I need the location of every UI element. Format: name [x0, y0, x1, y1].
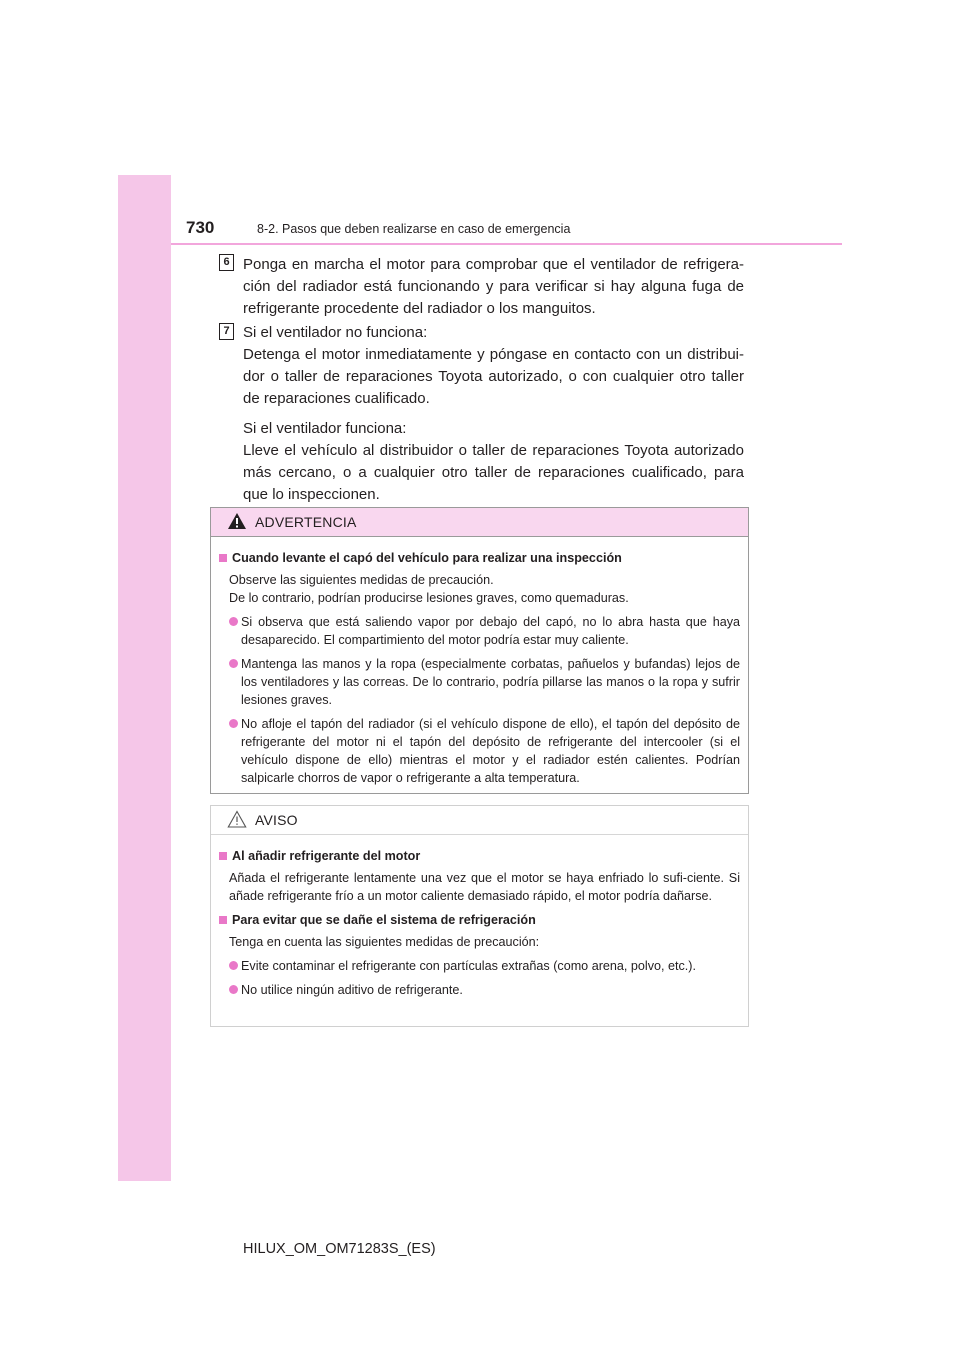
header-divider: [171, 243, 842, 245]
circle-bullet-icon: [229, 719, 238, 728]
notice-section-1-title: Al añadir refrigerante del motor: [219, 847, 740, 865]
step-6-text: [243, 254, 744, 320]
notice-bullet: Evite contaminar el refrigerante con partículas extrañas (como arena, polvo, etc.).: [229, 957, 740, 975]
step-7-condition-2: Si el ventilador funciona:: [243, 420, 407, 437]
step-7-action-2: Lleve el vehículo al distribuidor o taller de reparaciones Toyota autorizado más cercano, o a cualquier otro taller de reparaciones cualificado, para que lo inspeccionen.: [243, 442, 744, 503]
notice-body: [211, 835, 748, 999]
circle-bullet-icon: [229, 961, 238, 970]
side-tab-bar: [118, 175, 171, 1181]
document-code: HILUX_OM_OM71283S_(ES): [243, 1241, 436, 1257]
notice-bullet: No utilice ningún aditivo de refrigerante.: [229, 981, 740, 999]
step-7-action-1: Detenga el motor inmediatamente y póngase en contacto con un distribui-dor o taller de reparaciones Toyota autorizado, o con cualquier otro taller de reparaciones cualificado.: [243, 346, 744, 407]
step-7-condition-1: Si el ventilador no funciona:: [243, 324, 428, 341]
warning-bullet: Si observa que está saliendo vapor por debajo del capó, no lo abra hasta que haya desaparecido. El compartimiento del motor podría estar muy caliente.: [229, 613, 740, 649]
circle-bullet-icon: [229, 985, 238, 994]
circle-bullet-icon: [229, 617, 238, 626]
square-bullet-icon: [219, 852, 227, 860]
warning-header: [211, 508, 748, 537]
circle-bullet-icon: [229, 659, 238, 668]
warning-section-title: Cuando levante el capó del vehículo para realizar una inspección: [219, 549, 740, 567]
square-bullet-icon: [219, 916, 227, 924]
warning-bullet: Mantenga las manos y la ropa (especialmente corbatas, pañuelos y bufandas) lejos de los ventiladores y las correas. De lo contrario, podría pillarse las manos o la ropa y sufrir lesiones graves.: [229, 655, 740, 709]
warning-title: ADVERTENCIA: [255, 514, 357, 530]
notice-box: [210, 805, 749, 1027]
section-title: 8-2. Pasos que deben realizarse en caso de emergencia: [257, 222, 571, 236]
step-6-paragraph: Ponga en marcha el motor para comprobar que el ventilador de refrigera-ción del radiador está funcionando y para verificar si hay alguna fuga de refrigerante procedente del radiador o los manguitos.: [243, 256, 744, 317]
warning-intro: Observe las siguientes medidas de precaución. De lo contrario, podrían producirse lesiones graves, como quemaduras.: [229, 573, 629, 605]
warning-body: [211, 537, 748, 787]
notice-section-2-title: Para evitar que se dañe el sistema de refrigeración: [219, 911, 740, 929]
warning-bullet: No afloje el tapón del radiador (si el vehículo dispone de ello), el tapón del depósito de refrigerante del motor ni el tapón del depósito de refrigerante del intercooler (si el vehículo dispone de ello) mientras el motor y el radiador estén calientes. Podrían salpicarle chorros de vapor o refrigerante a alta temperatura.: [229, 715, 740, 787]
notice-header: [211, 806, 748, 835]
step-badge-6: 6: [219, 254, 234, 271]
step-badge-7: 7: [219, 323, 234, 340]
warning-box: [210, 507, 749, 794]
notice-section-1-text: Añada el refrigerante lentamente una vez que el motor se haya enfriado lo sufi-ciente. Si añade refrigerante frío a un motor caliente demasiado rápido, el motor podría dañarse.: [229, 871, 740, 903]
notice-section-2-text: Tenga en cuenta las siguientes medidas de precaución:: [229, 935, 540, 949]
caution-icon: [227, 810, 247, 828]
notice-title: AVISO: [255, 812, 298, 828]
step-7-text: [243, 322, 744, 506]
page-number: 730: [186, 218, 215, 237]
warning-icon: [227, 512, 247, 530]
square-bullet-icon: [219, 554, 227, 562]
